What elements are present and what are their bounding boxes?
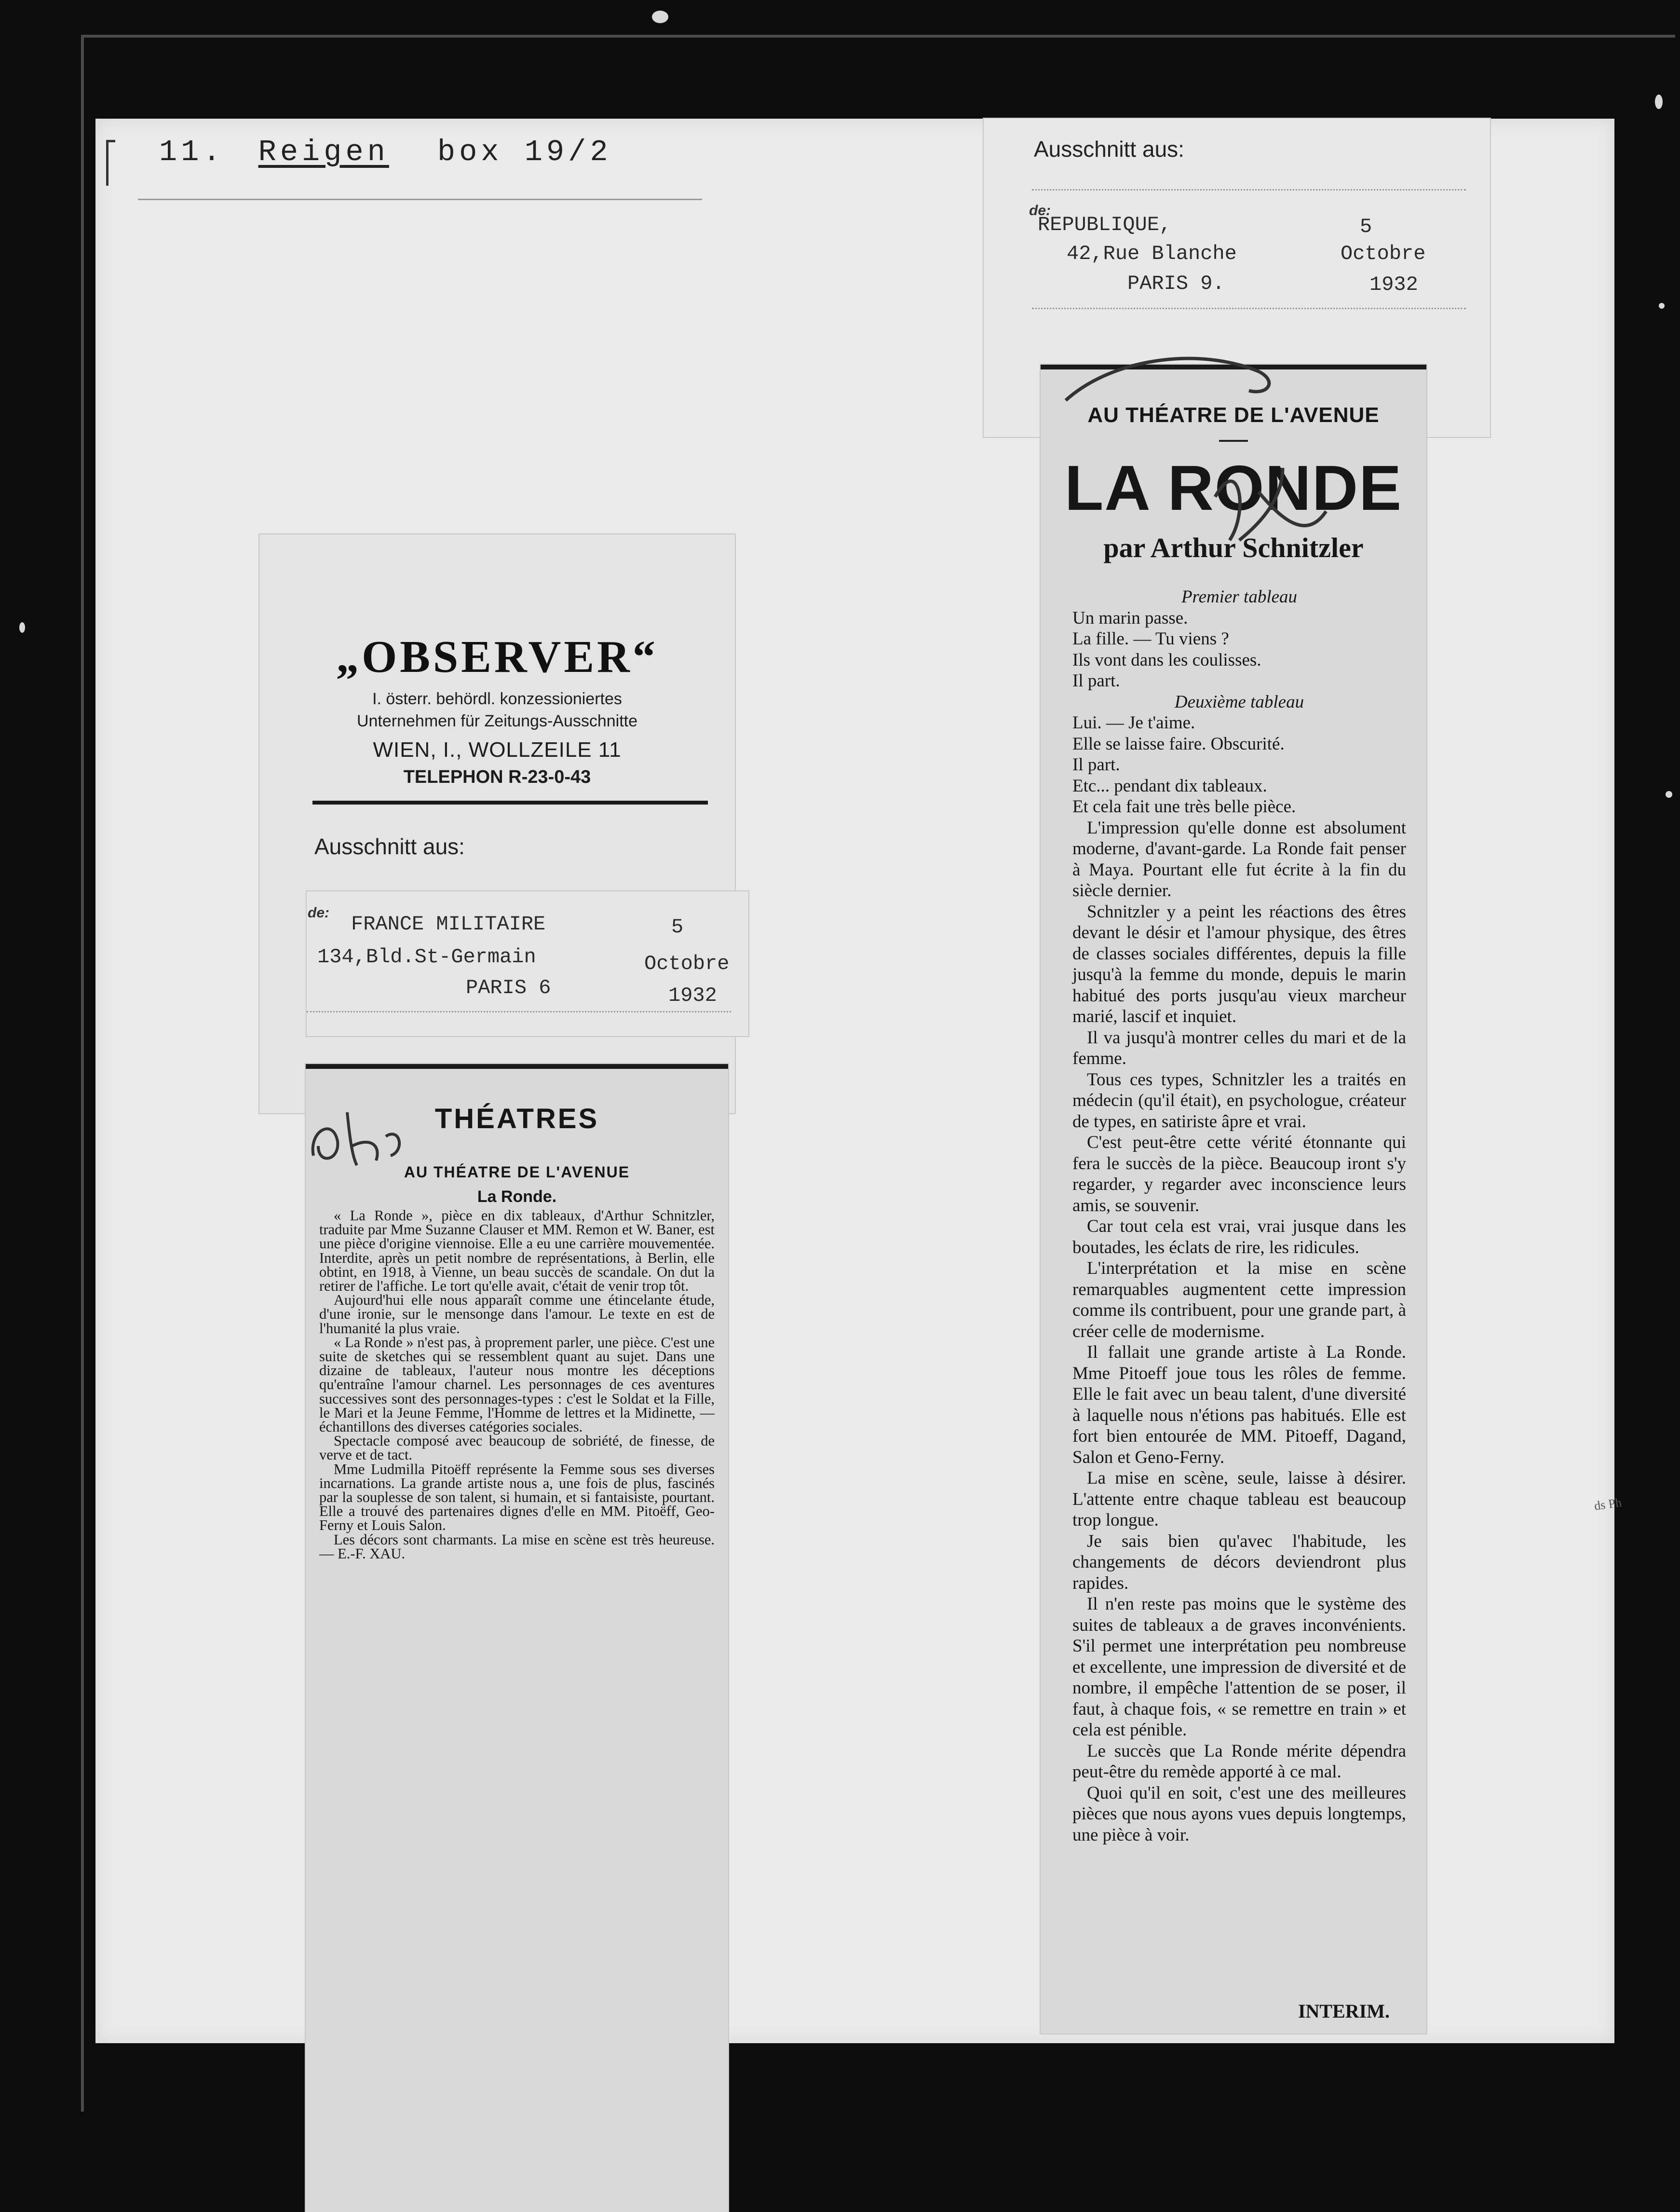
article-paragraph: Le succès que La Ronde mérite dépendra peut-être du remède apporté à ce mal. xyxy=(1072,1741,1406,1782)
la-ronde-byline: par Arthur Schnitzler xyxy=(1103,532,1364,563)
theatres-heading: AU THÉATRE DE L'AVENUE xyxy=(404,1163,630,1181)
theatres-article-clipping xyxy=(306,1064,728,2212)
article-paragraph: « La Ronde » n'est pas, à proprement parler, une pièce. C'est une suite de sketches qui se ressemblent quant au sujet. Dans une dizaine de tableaux, l'auteur nous montre les déceptions qu'entraîne l'amour charnel. Les personnages de ces aventures successives sont des personnages-types : c'est le Soldat et la Fille, le Mari et la Jeune Femme, l'Homme de lettres et la Midinette, — échantillons des diverses catégories sociales. xyxy=(319,1334,715,1435)
la-ronde-article-clipping xyxy=(1041,365,1426,2034)
la-ronde-kicker: AU THÉATRE DE L'AVENUE xyxy=(1087,403,1380,427)
article-paragraph: La fille. — Tu viens ? xyxy=(1072,629,1229,649)
la-ronde-body xyxy=(1072,587,1406,1845)
theatres-subheading: La Ronde. xyxy=(477,1188,557,1206)
article-paragraph: Mme Ludmilla Pitoëff représente la Femme sous ses diverses incarnations. La grande artiste nous a, une fois de plus, fascinés par la souplesse de son talent, si humain, et si fantaisiste, pourtant. Elle a trouvé des partenaires dignes d'elle en MM. Pitoëff, Geo-Ferny et Louis Salon. xyxy=(319,1461,715,1534)
article-paragraph: Il part. xyxy=(1072,671,1120,691)
theatres-section-title: THÉATRES xyxy=(434,1103,599,1134)
dotted-line xyxy=(1032,308,1466,309)
observer-address: WIEN, I., WOLLZEILE 11 xyxy=(373,738,622,762)
article-paragraph: Spectacle composé avec beaucoup de sobriété, de finesse, de verve et de tact. xyxy=(319,1433,715,1463)
scan-dust xyxy=(19,622,25,633)
article-paragraph: Aujourd'hui elle nous apparaît comme une étincelante étude, d'une ironie, sur le mensonge dans l'amour. Le texte en est de l'humanité la plus vraie. xyxy=(319,1292,715,1337)
source-left-paper: FRANCE MILITAIRE xyxy=(351,913,546,936)
observer-line-1: I. österr. behördl. konzessioniertes xyxy=(372,690,622,708)
article-paragraph: Il n'en reste pas moins que le système des suites de tableaux a de graves inconvénients. S'il permet une interprétation peu nombreuse et excellente, une impression de diversité et de nombre, il empêche l'attention de se poser, il faut, à chaque fois, « se remettre en train » et cela est pénible. xyxy=(1072,1594,1406,1740)
article-paragraph: L'impression qu'elle donne est absolument moderne, d'avant-garde. La Ronde fait penser à Maya. Pourtant elle fut écrite à la fin du siècle dernier. xyxy=(1072,818,1406,901)
article-paragraph: Un marin passe. xyxy=(1072,608,1188,628)
article-paragraph: La mise en scène, seule, laisse à désirer. L'attente entre chaque tableau est beaucoup trop longue. xyxy=(1072,1468,1406,1530)
article-paragraph: C'est peut-être cette vérité étonnante qui fera le succès de la pièce. Beaucoup iront s'y regarder, y regarder avec inconscience leurs amis, se souvenir. xyxy=(1072,1133,1406,1215)
theatres-body xyxy=(319,1209,715,1561)
source-left-month: Octobre xyxy=(644,952,730,975)
observer-rule xyxy=(312,801,708,805)
la-ronde-signature: INTERIM. xyxy=(1298,2000,1390,2022)
source-left-de: de: xyxy=(308,905,329,921)
observer-phone: TELEPHON R-23-0-43 xyxy=(403,767,591,787)
source-left-city: PARIS 6 xyxy=(466,976,551,999)
article-paragraph: Ils vont dans les coulisses. xyxy=(1072,650,1261,670)
folder-title: Reigen xyxy=(258,135,389,169)
observer-brand: „OBSERVER“ xyxy=(336,632,658,682)
source-right-city: PARIS 9. xyxy=(1127,272,1225,295)
article-paragraph: Il part. xyxy=(1072,755,1120,775)
article-paragraph: L'interprétation et la mise en scène remarquables augmentent cette impression comme ils contribuent, pour une grande part, à créer celle de modernisme. xyxy=(1072,1258,1406,1341)
folder-box: box 19/2 xyxy=(437,135,612,169)
article-top-rule xyxy=(306,1064,728,1069)
ausschnitt-label-left: Ausschnitt aus: xyxy=(314,834,465,859)
article-paragraph: Je sais bien qu'avec l'habitude, les changements de décors deviendront plus rapides. xyxy=(1072,1531,1406,1593)
source-left-street: 134,Bld.St-Germain xyxy=(317,945,536,969)
source-right-de: de: xyxy=(1029,203,1051,218)
source-left-day: 5 xyxy=(671,915,684,939)
article-paragraph: Il va jusqu'à montrer celles du mari et de la femme. xyxy=(1072,1027,1406,1068)
source-right-day: 5 xyxy=(1360,215,1372,238)
dotted-line xyxy=(307,1011,731,1012)
observer-line-2: Unternehmen für Zeitungs-Ausschnitte xyxy=(356,712,638,730)
article-paragraph: Etc... pendant dix tableaux. xyxy=(1072,776,1267,796)
article-paragraph: Quoi qu'il en soit, c'est une des meilleures pièces que nous ayons vues depuis longtemps, une pièce à voir. xyxy=(1072,1783,1406,1845)
pencil-annotation-right xyxy=(1056,338,1345,608)
scan-dust xyxy=(652,11,668,23)
folder-label xyxy=(159,135,612,169)
folder-number: 11. xyxy=(159,135,225,169)
article-paragraph: Les décors sont charmants. La mise en scène est très heureuse. — E.-F. XAU. xyxy=(319,1531,715,1562)
article-paragraph: Lui. — Je t'aime. xyxy=(1072,713,1195,733)
la-ronde-title: LA RONDE xyxy=(1064,452,1403,523)
article-paragraph: Schnitzler y a peint les réactions des êtres devant le désir et l'amour physique, des êtres de classes sociales différentes, depuis la fille jusqu'à la femme du monde, depuis le marin habitué des ports jusqu'au vieux marcheur marié, lascif et inquiet. xyxy=(1072,901,1406,1026)
article-paragraph: Premier tableau xyxy=(1181,587,1298,607)
pencil-annotation-left xyxy=(304,1098,410,1175)
article-paragraph: Car tout cela est vrai, vrai jusque dans les boutades, les éclats de rire, les ridicules. xyxy=(1072,1216,1406,1257)
source-strip-left xyxy=(307,891,748,1036)
dotted-line xyxy=(1032,189,1466,191)
article-paragraph: « La Ronde », pièce en dix tableaux, d'Arthur Schnitzler, traduite par Mme Suzanne Clauser et MM. Remon et W. Baner, est une pièce d'origine viennoise. Elle a eu une carrière mouvementée. Interdite, après un petit nombre de représentations, à Berlin, elle obtint, en 1918, à Vienne, un beau succès de scandale. On dut la retirer de l'affiche. Le tort qu'elle avait, c'était de venir trop tôt. xyxy=(319,1207,715,1295)
article-paragraph: Elle se laisse faire. Obscurité. xyxy=(1072,734,1285,754)
source-right-month: Octobre xyxy=(1341,242,1426,265)
article-paragraph: Et cela fait une très belle pièce. xyxy=(1072,797,1296,817)
folder-rule xyxy=(138,199,702,200)
corner-mark xyxy=(106,140,115,186)
source-right-year: 1932 xyxy=(1369,273,1418,296)
article-paragraph: Tous ces types, Schnitzler les a traités en médecin (qu'il était), en psychologue, créateur de types, en satiriste âpre et vrai. xyxy=(1072,1069,1406,1132)
source-right-paper: REPUBLIQUE, xyxy=(1038,213,1172,236)
ausschnitt-label-right: Ausschnitt aus: xyxy=(1034,137,1184,162)
article-paragraph: Deuxième tableau xyxy=(1174,692,1304,712)
source-right-street: 42,Rue Blanche xyxy=(1067,242,1237,265)
article-paragraph: Il fallait une grande artiste à La Ronde. Mme Pitoeff joue tous les rôles de femme. Elle le fait avec un beau talent, d'une diversité à laquelle nous n'étions pas habitués. Elle est fort bien entourée de MM. Pitoeff, Dagand, Salon et Geno-Ferny. xyxy=(1072,1342,1406,1467)
source-left-year: 1932 xyxy=(668,984,717,1007)
margin-note: ds Ph xyxy=(1593,1495,1623,1513)
